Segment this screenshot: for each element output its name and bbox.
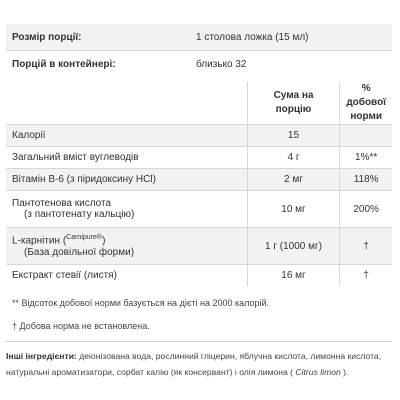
nutrient-source: (База довільної форми) xyxy=(24,246,135,258)
ingredients-text: деіонізована вода, рослинний гліцерин, яблучна кислота, лимонна кислота, натуральні ароматизатори, сорбат калію (як консервант) і олія лимона ( xyxy=(6,351,382,377)
nutrition-facts-table xyxy=(6,82,392,286)
nutrient-amount: 2 мг xyxy=(247,169,340,191)
table-row xyxy=(6,228,392,265)
nutrient-name-cell xyxy=(6,228,247,265)
nutrient-amount: 1 г (1000 мг) xyxy=(247,228,340,265)
nutrient-source: (з пантотенату кальцію) xyxy=(24,209,135,220)
nutrient-daily-value: 1%** xyxy=(340,147,392,169)
table-row xyxy=(6,265,392,287)
ingredients-label: Інші інгредієнти: xyxy=(6,351,77,361)
header-amount-line1: Сума на xyxy=(273,90,314,101)
nutrient-name: Загальний вміст вуглеводів xyxy=(6,147,247,169)
servings-per-container-row xyxy=(6,51,392,78)
nutrient-amount: 10 мг xyxy=(247,191,340,228)
table-row xyxy=(6,125,392,147)
nutrient-daily-value: † xyxy=(340,265,392,287)
nutrient-name: Вітамін B-6 (з піридоксину HCl) xyxy=(6,169,247,191)
nutrient-amount: 16 мг xyxy=(247,265,340,287)
header-dv-line2: норми xyxy=(350,111,382,122)
ingredients-latin-name: Citrus limon xyxy=(293,367,344,377)
header-blank-cell xyxy=(6,82,247,125)
table-row xyxy=(6,191,392,228)
nutrient-name: Екстракт стевії (листя) xyxy=(6,265,247,287)
trademark-superscript: Carnipure® xyxy=(66,234,103,242)
section-divider xyxy=(6,341,392,342)
serving-size-value: 1 столова ложка (15 мл) xyxy=(190,24,392,51)
nutrient-daily-value xyxy=(340,125,392,147)
nutrient-amount: 15 xyxy=(247,125,340,147)
serving-info-table xyxy=(6,24,392,77)
servings-per-container-label: Порцій в контейнері: xyxy=(6,51,190,78)
header-dv-line1: % добової xyxy=(346,83,386,108)
header-amount-line2: порцію xyxy=(275,104,312,115)
nutrient-daily-value: 200% xyxy=(340,191,392,228)
header-amount-per-serving xyxy=(247,82,340,125)
header-daily-value xyxy=(340,82,392,125)
nutrient-name: Калорії xyxy=(6,125,247,147)
ingredients-end: ). xyxy=(343,367,349,377)
nutrient-daily-value: 118% xyxy=(340,169,392,191)
table-header-row xyxy=(6,82,392,125)
nutrient-daily-value: † xyxy=(340,228,392,265)
servings-per-container-value: близько 32 xyxy=(190,51,392,78)
nutrient-name: Пантотенова кислота xyxy=(12,198,112,209)
table-row xyxy=(6,147,392,169)
serving-size-row xyxy=(6,24,392,51)
nutrient-amount: 4 г xyxy=(247,147,340,169)
nutrient-name-suffix: ) xyxy=(102,235,106,247)
daily-value-footnote: ** Відсоток добової норми базується на дієті на 2000 калорій. xyxy=(12,298,270,308)
serving-size-label: Розмір порції: xyxy=(6,24,190,51)
other-ingredients xyxy=(6,348,392,380)
nutrient-name-cell xyxy=(6,191,247,228)
not-established-footnote: † Добова норма не встановлена. xyxy=(12,321,150,331)
table-row xyxy=(6,169,392,191)
nutrient-name-prefix: L-карнітин ( xyxy=(12,235,67,247)
